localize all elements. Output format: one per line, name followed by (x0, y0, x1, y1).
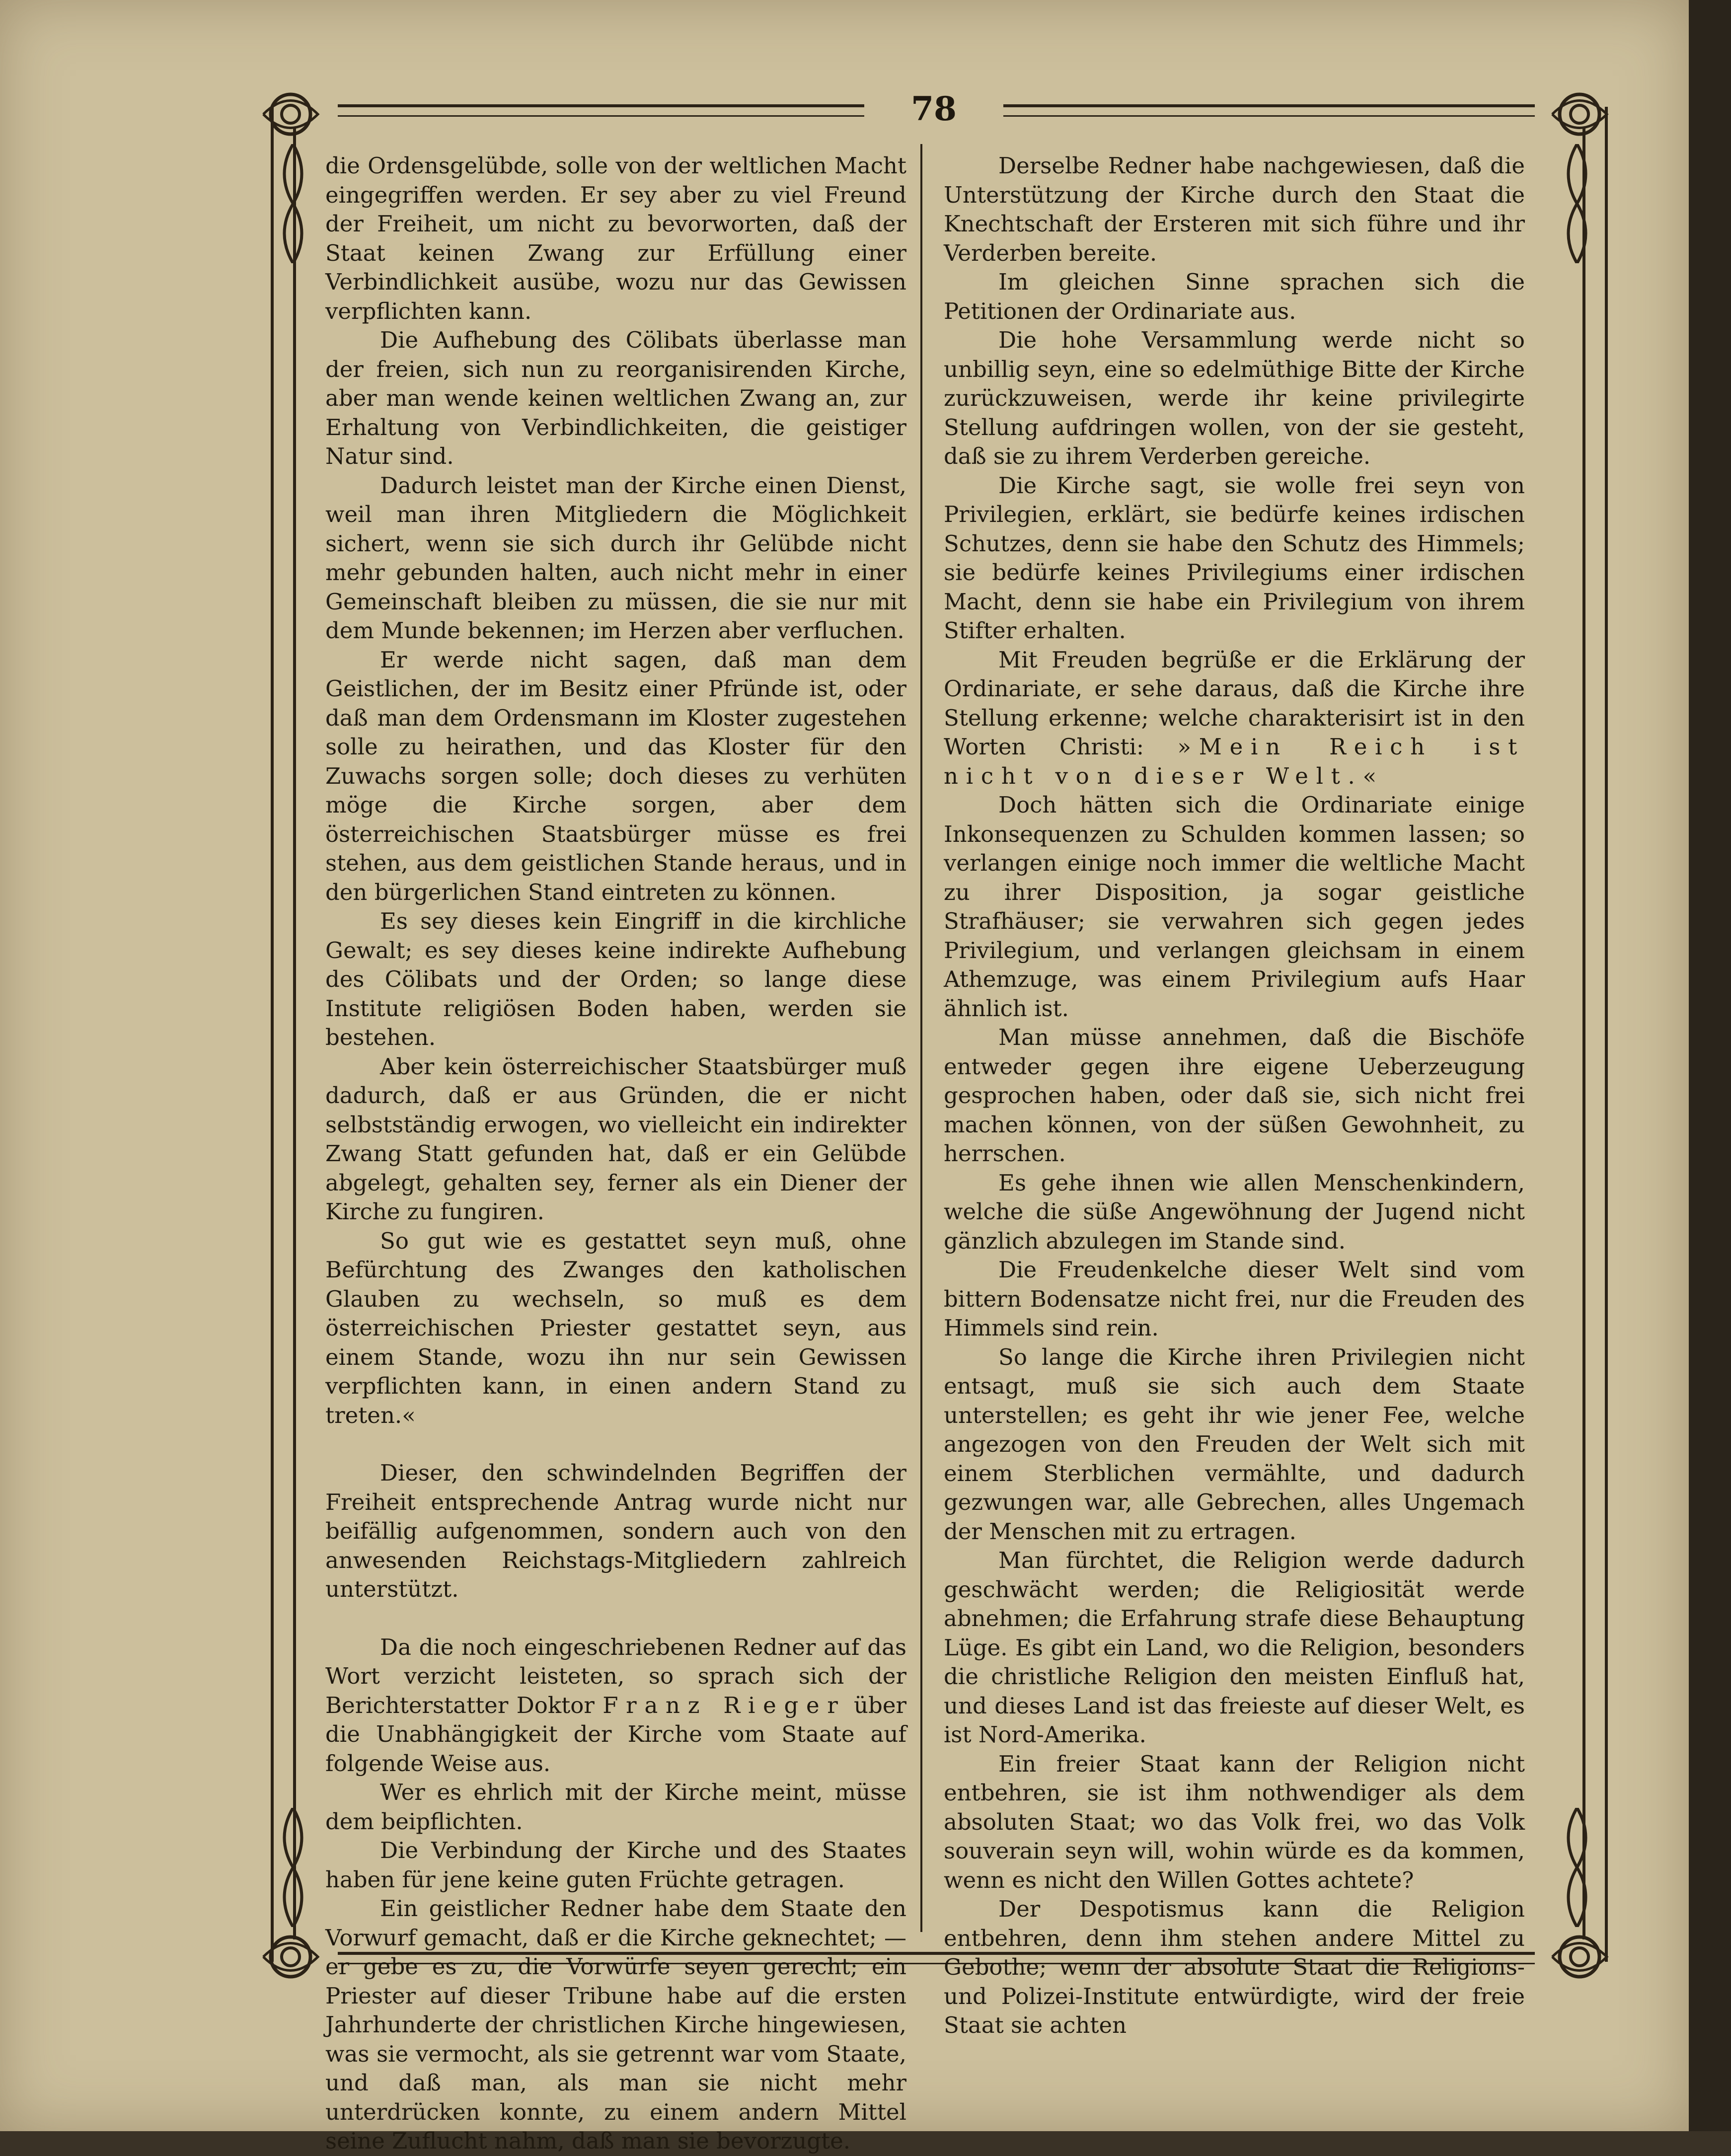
paragraph: Wer es ehrlich mit der Kirche meint, müsse dem beipflichten. (325, 1779, 906, 1835)
top-rule-right-thin (1003, 115, 1535, 117)
top-rule-left (338, 104, 864, 107)
paragraph: So gut wie es gestattet seyn muß, ohne Befürchtung des Zwanges den katholischen Glauben zu wechseln, so muß es dem österreichischen Priester gestattet seyn, aus einem Stande, wozu ihn nur sein Gewissen verpflichten kann, in einen andern Stand zu treten.« (325, 1227, 906, 1428)
scroll-ornament-icon (1547, 1925, 1612, 1989)
paragraph: Man müsse annehmen, daß die Bischöfe entweder gegen ihre eigene Ueberzeugung gesprochen haben, oder daß sie, sich nicht frei machen können, von der süßen Gewohnheit, zu herrschen. (944, 1024, 1525, 1167)
rieger-paragraph (325, 1633, 906, 1779)
paragraph: Die Aufhebung des Cölibats überlasse man der freien, sich nun zu reorganisirenden Kirche, aber man wende keinen weltlichen Zwang an, zur Erhaltung von Verbindlichkeiten, die geistiger Natur sind. (325, 327, 906, 469)
paragraph: Die Verbindung der Kirche und des Staates haben für jene keine guten Früchte getragen. (325, 1837, 906, 1893)
paragraph: Ein freier Staat kann der Religion nicht entbehren, sie ist ihm nothwendiger als dem absoluten Staat; wo das Volk frei, wo das Volk souverain seyn will, wohin würde es da kommen, wenn es nicht den Willen Gottes achtete? (944, 1750, 1525, 1893)
top-rule-left-thin (338, 115, 864, 117)
paragraph: Aber kein österreichischer Staatsbürger muß dadurch, daß er aus Gründen, die er nicht selbstständig erwogen, wo vielleicht ein indirekter Zwang Statt gefunden hat, daß er ein Gelübde abgelegt, gehalten sey, ferner als ein Diener der Kirche zu fungiren. (325, 1053, 906, 1225)
vine-ornament-icon (271, 144, 315, 263)
page-number: 78 (879, 89, 988, 134)
rieger-name: Franz Rieger (602, 1692, 846, 1718)
column-divider (920, 144, 922, 1932)
ordinariate-text: Mit Freuden begrüße er die Erklärung der Ordinariate, er sehe daraus, daß die Kirche ihre Stellung erkenne; welche charakterisirt ist in den Worten Christi: (944, 646, 1525, 760)
vine-ornament-icon (271, 1808, 315, 1927)
paragraph: Die Kirche sagt, sie wolle frei seyn von Privilegien, erklärt, sie bedürfe keines irdischen Schutzes, denn sie habe den Schutz des Himmels; sie bedürfe keines Privilegiums einer irdischen Macht, denn sie habe ein Privilegium von ihrem Stifter erhalten. (944, 472, 1525, 644)
rieger-after-text: über die Unabhängigkeit der Kirche vom Staate auf folgende Weise aus. (325, 1692, 906, 1777)
rieger-intro-text: Da die noch eingeschriebenen Redner auf das Wort verzicht leisteten, so sprach sich der Berichterstatter Doktor (325, 1634, 906, 1718)
paragraph: Die hohe Versammlung werde nicht so unbillig seyn, eine so edelmüthige Bitte der Kirche zurückzuweisen, werde ihr keine privilegirte Stellung aufdringen wollen, von der sie gesteht, daß sie zu ihrem Verderben gereiche. (944, 327, 1525, 469)
paragraph: Derselbe Redner habe nachgewiesen, daß die Unterstützung der Kirche durch den Staat die Knechtschaft der Ersteren mit sich führe und ihr Verderben bereite. (944, 152, 1525, 266)
paragraph: Es sey dieses kein Eingriff in die kirchliche Gewalt; es sey dieses keine indirekte Aufhebung des Cölibats und der Orden; so lange diese Institute religiösen Boden haben, werden sie bestehen. (325, 908, 906, 1050)
paragraph: So lange die Kirche ihren Privilegien nicht entsagt, muß sie sich auch dem Staate unterstellen; es geht ihr wie jener Fee, welche angezogen von den Freuden der Welt sich mit einem Sterblichen vermählte, und dadurch gezwungen war, alle Gebrechen, alles Ungemach der Menschen mit zu ertragen. (944, 1343, 1525, 1545)
scroll-ornament-icon (258, 1925, 323, 1989)
christ-quote: »Mein Reich ist nicht von dieser Welt.« (944, 734, 1525, 789)
paragraph: Ein geistlicher Redner habe dem Staate den Vorwurf gemacht, daß er die Kirche geknechtet; — er gebe es zu, die Vorwürfe seyen gerecht; ein Priester auf dieser Tribune habe auf die ersten Jahrhunderte der christlichen Kirche hingewiesen, was sie vermocht, als sie getrennt war vom Staate, und daß man, als man sie nicht mehr unterdrücken konnte, zu einem andern Mittel seine Zuflucht nahm, daß man sie bevorzugte. (325, 1895, 906, 2154)
paragraph: Der Despotismus kann die Religion entbehren, denn ihm stehen andere Mittel zu Gebothe; wenn der absolute Staat die Religions- und Polizei-Institute entwürdigte, wird der freie Staat sie achten (944, 1896, 1525, 2038)
paragraph: Es gehe ihnen wie allen Menschenkindern, welche die süße Angewöhnung der Jugend nicht gänzlich abzulegen im Stande sind. (944, 1169, 1525, 1254)
paragraph: Dieser, den schwindelnden Begriffen der Freiheit entsprechende Antrag wurde nicht nur beifällig aufgenommen, sondern auch von den anwesenden Reichstags-Mitgliedern zahlreich unterstützt. (325, 1460, 906, 1602)
left-column (325, 151, 906, 2156)
top-rule-right (1003, 104, 1535, 107)
paragraph: die Ordensgelübde, solle von der weltlichen Macht eingegriffen werden. Er sey aber zu viel Freund der Freiheit, um nicht zu bevorworten, daß der Staat keinen Zwang zur Erfüllung einer Verbindlichkeit ausübe, wozu nur das Gewissen verpflichten kann. (325, 152, 906, 324)
right-column (944, 151, 1525, 2040)
vine-ornament-icon (1555, 1808, 1599, 1927)
ordinariate-paragraph (944, 646, 1525, 791)
next-page-edge (1689, 0, 1731, 2131)
paragraph: Dadurch leistet man der Kirche einen Dienst, weil man ihren Mitgliedern die Möglichkeit sichert, wenn sie sich durch ihr Gelübde nicht mehr gebunden halten, auch nicht mehr in einer Gemeinschaft bleiben zu müssen, die sie nur mit dem Munde bekennen; im Herzen aber verfluchen. (325, 472, 906, 644)
paragraph: Die Freudenkelche dieser Welt sind vom bittern Bodensatze nicht frei, nur die Freuden des Himmels sind rein. (944, 1257, 1525, 1341)
vine-ornament-icon (1555, 144, 1599, 263)
paragraph: Man fürchtet, die Religion werde dadurch geschwächt werden; die Religiosität werde abnehmen; die Erfahrung strafe diese Behauptung Lüge. Es gibt ein Land, wo die Religion, besonders die christliche Religion den meisten Einfluß hat, und dieses Land ist das freieste auf dieser Welt, es ist Nord-Amerika. (944, 1547, 1525, 1748)
paragraph: Er werde nicht sagen, daß man dem Geistlichen, der im Besitz einer Pfründe ist, oder daß man dem Ordensmann im Kloster zugestehen solle zu heirathen, und das Kloster für den Zuwachs sorgen solle; doch dieses zu verhüten möge die Kirche sorgen, aber dem österreichischen Staatsbürger müsse es frei stehen, aus dem geistlichen Stande heraus, und in den bürgerlichen Stand eintreten zu können. (325, 646, 906, 905)
scroll-ornament-icon (258, 82, 323, 147)
paragraph: Im gleichen Sinne sprachen sich die Petitionen der Ordinariate aus. (944, 269, 1525, 324)
paragraph: Doch hätten sich die Ordinariate einige Inkonsequenzen zu Schulden kommen lassen; so verlangen einige noch immer die weltliche Macht zu ihrer Disposition, ja sogar geistliche Strafhäuser; sie verwahren sich gegen jedes Privilegium, und verlangen gleichsam in einem Athemzuge, was einem Privilegium aufs Haar ähnlich ist. (944, 792, 1525, 1022)
scroll-ornament-icon (1547, 82, 1612, 147)
